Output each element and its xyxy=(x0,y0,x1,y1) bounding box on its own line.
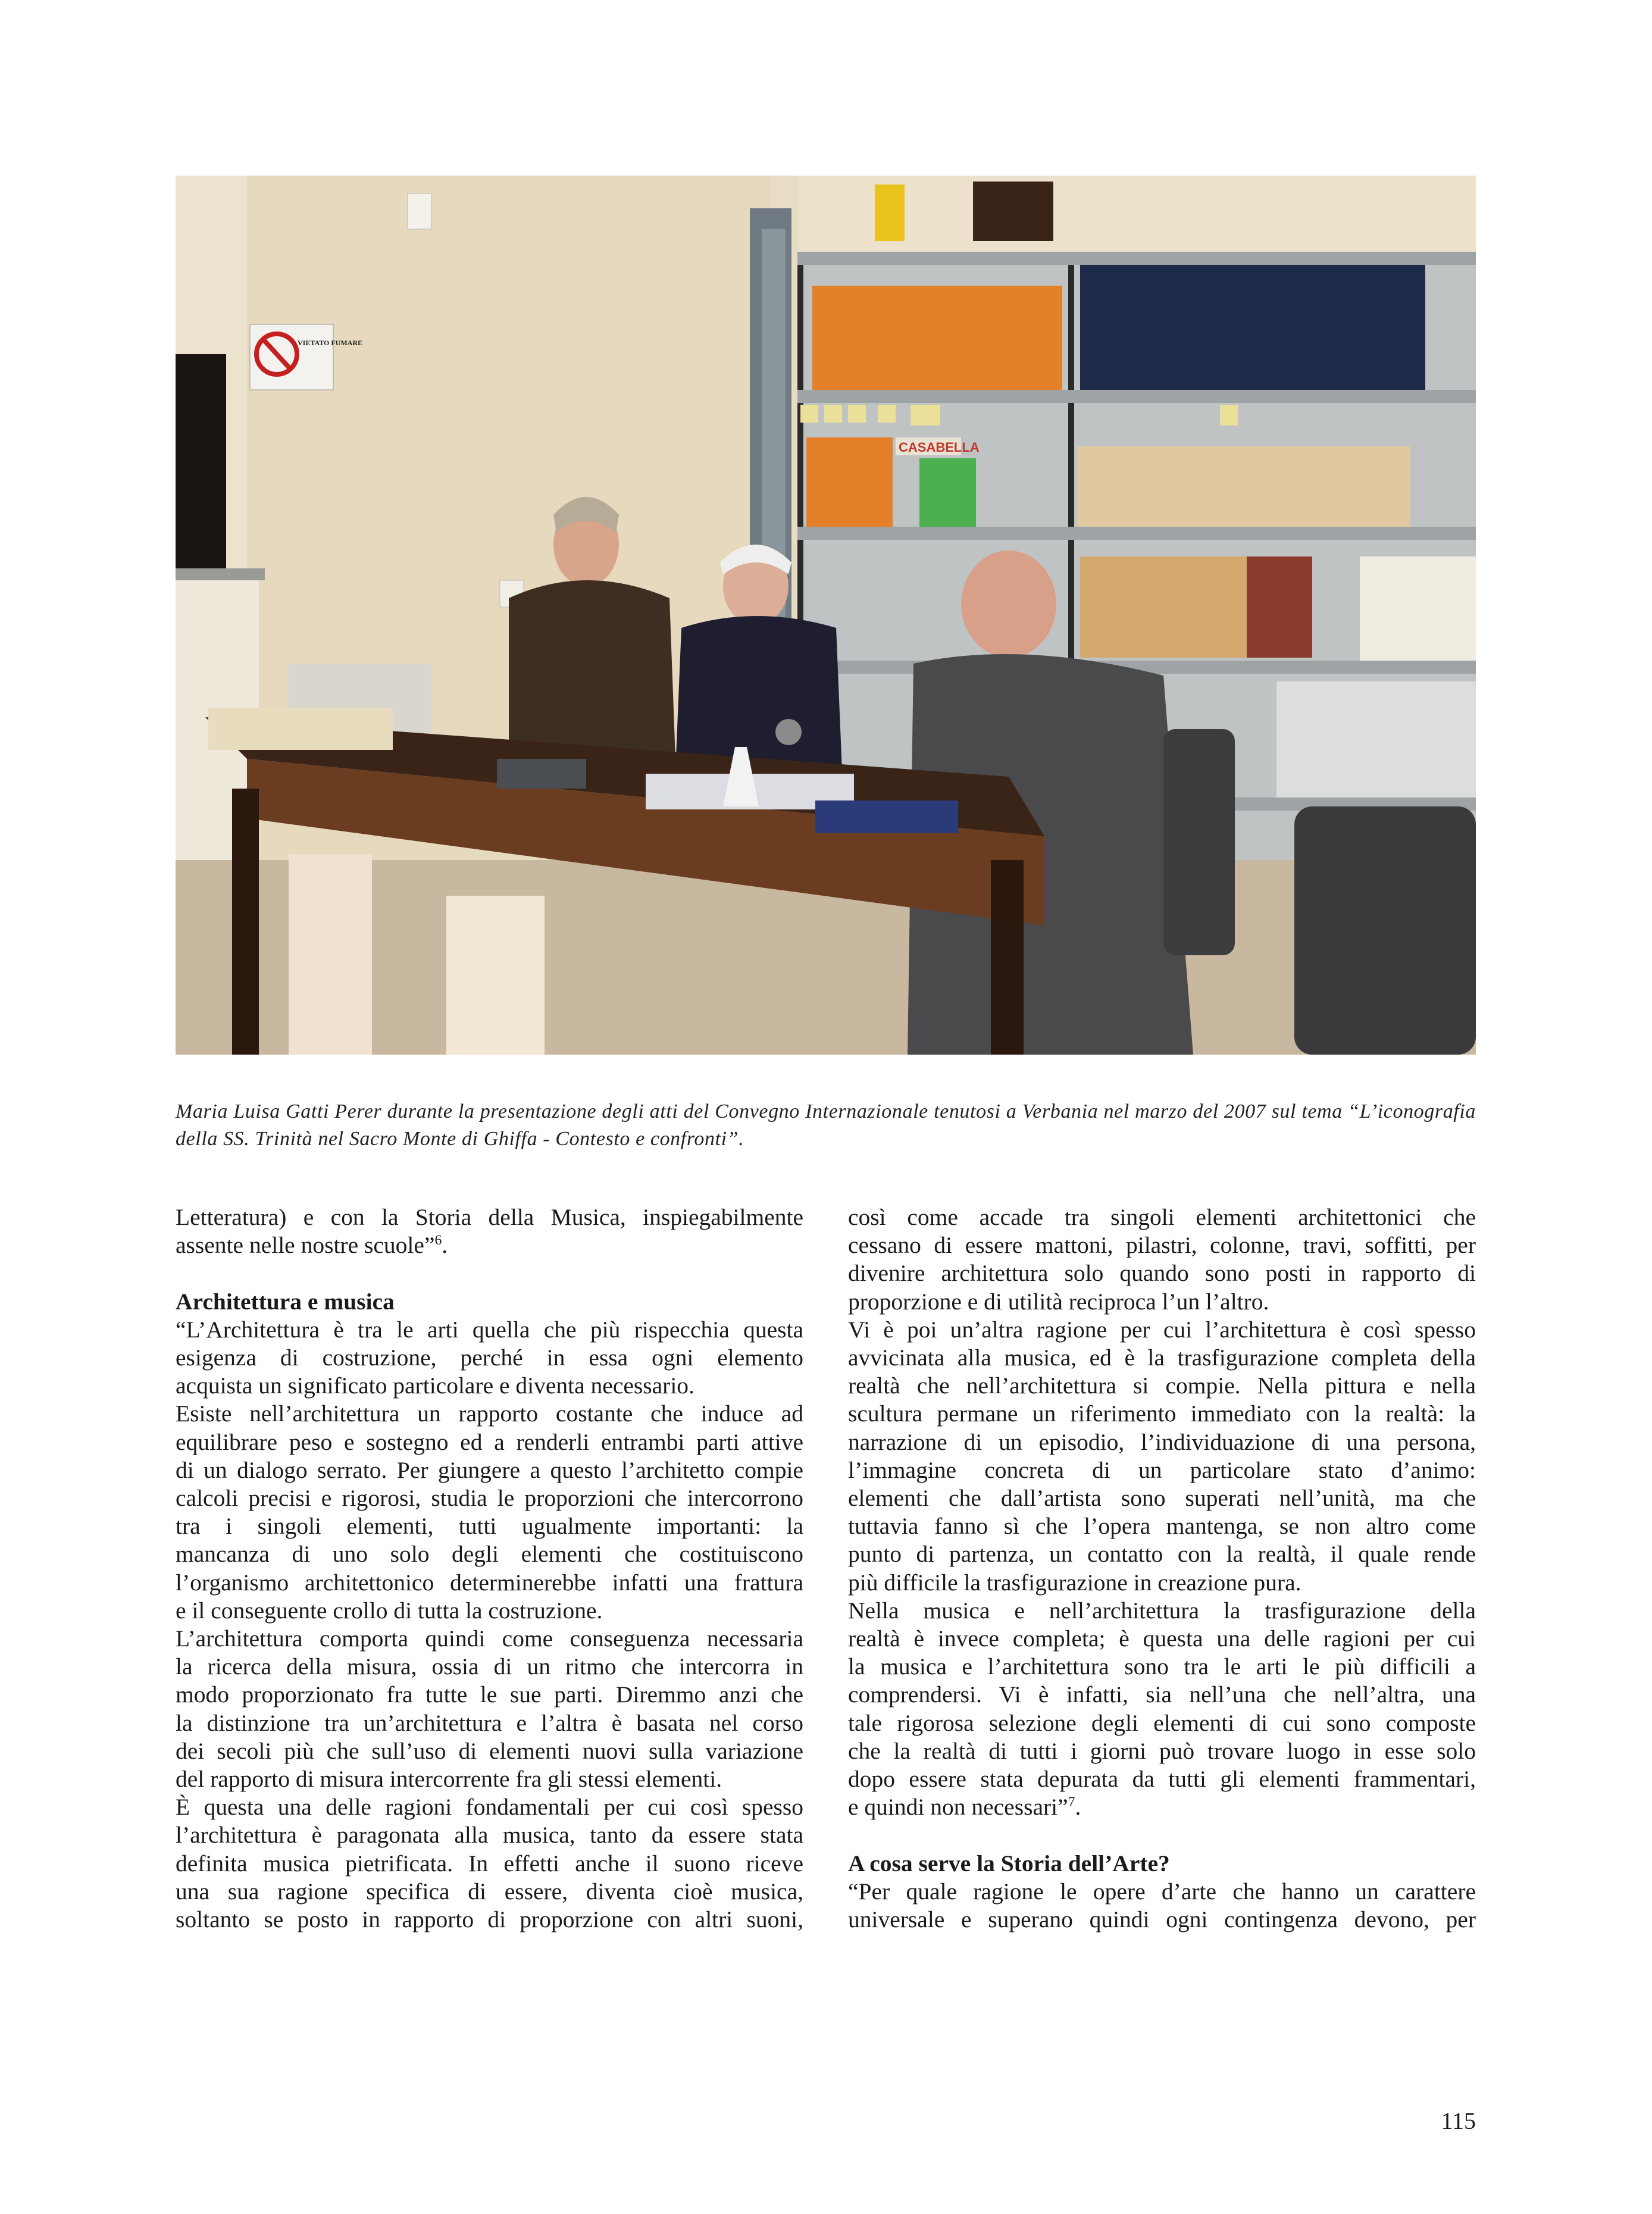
page-number: 115 xyxy=(1441,2107,1476,2134)
text-line-content: assente nelle nostre scuole” xyxy=(176,1232,435,1259)
text-line: acquista un significato particolare e diventa necessario. xyxy=(176,1372,694,1399)
paragraph xyxy=(176,1400,803,1625)
text-line xyxy=(176,1231,803,1259)
text-line: più difficile la trasfigurazione in creazione pura. xyxy=(848,1569,1301,1596)
text-line: l’organismo architettonico determinerebbe infatti una frattura xyxy=(176,1569,803,1596)
text-line: comprendersi. Vi è infatti, sia nell’una che nell’altra, una xyxy=(848,1681,1476,1708)
magazines xyxy=(1276,681,1476,800)
text-line: del rapporto di misura intercorrente fra gli stessi elementi. xyxy=(176,1766,722,1793)
text-line: una sua ragione specifica di essere, diventa cioè musica, xyxy=(176,1878,803,1905)
text-line: È questa una delle ragioni fondamentali per cui così spesso xyxy=(176,1794,803,1821)
paragraph xyxy=(848,1597,1476,1822)
punctuation: . xyxy=(1075,1794,1081,1821)
text-line: realtà che nell’architettura si compie. Nella pittura e nella xyxy=(848,1372,1476,1399)
text-line: definita musica pietrificata. In effetti anche il suono riceve xyxy=(176,1850,803,1877)
wall-lamp xyxy=(408,193,431,229)
green-books xyxy=(919,458,976,527)
shelf xyxy=(797,252,1476,265)
text-line: divenire architettura solo quando sono posti in rapporto di xyxy=(848,1260,1476,1287)
footnote-ref[interactable]: 6 xyxy=(434,1233,442,1249)
text-line: la distinzione tra un’architettura e l’altra è basata nel corso xyxy=(176,1709,803,1736)
text-line: cessano di essere mattoni, pilastri, colonne, travi, soffitti, per xyxy=(848,1232,1476,1259)
text-line: la musica e l’architettura sono tra le arti le più difficili a xyxy=(848,1653,1476,1680)
microphone-stand xyxy=(497,759,586,789)
shelf xyxy=(797,527,1476,540)
photo-illustration xyxy=(176,176,1476,1055)
text-column-left xyxy=(176,1203,803,1934)
text-line: che la realtà di tutti i giorni può trovare luogo in esse solo xyxy=(848,1737,1476,1764)
microphone xyxy=(775,719,802,745)
event-poster xyxy=(289,854,372,1055)
text-line: così come accade tra singoli elementi architettonici che xyxy=(848,1204,1476,1230)
text-line: tuttavia fanno sì che l’opera mantenga, se non altro come xyxy=(848,1513,1476,1540)
casabella-label: CASABELLA xyxy=(899,440,980,455)
text-line: “L’Architettura è tra le arti quella che più rispecchia questa xyxy=(176,1316,803,1343)
text-line: universale e superano quindi ogni contingenza devono, per xyxy=(848,1906,1476,1933)
text-line: l’immagine concreta di un particolare stato d’animo: xyxy=(848,1456,1476,1483)
paragraph xyxy=(176,1625,803,1793)
text-line: elementi che dall’artista sono superati nell’unità, ma che xyxy=(848,1485,1476,1512)
sign-text: VIETATO FUMARE xyxy=(298,339,363,347)
paragraph xyxy=(848,1878,1476,1934)
text-line: narrazione di un episodio, l’individuazione di una persona, xyxy=(848,1428,1476,1455)
orange-books xyxy=(812,286,1062,393)
text-line: mancanza di uno solo degli elementi che costituiscono xyxy=(176,1541,803,1568)
chair xyxy=(1294,806,1476,1055)
dark-panel xyxy=(176,354,226,571)
text-line: proporzione e di utilità reciproca l’un l’altro. xyxy=(848,1288,1269,1315)
text-line-content: e quindi non necessari” xyxy=(848,1794,1068,1821)
text-line: scultura permane un riferimento immediato con la realtà: la xyxy=(848,1400,1476,1427)
event-poster xyxy=(446,896,545,1055)
spacer xyxy=(848,1821,1476,1849)
text-line: modo proporzionato fra tutte le sue parti. Diremmo anzi che xyxy=(176,1681,803,1708)
text-line xyxy=(848,1793,1476,1821)
text-line: Letteratura) e con la Storia della Musica, inspiegabilmente xyxy=(176,1204,803,1230)
text-line: L’architettura comporta quindi come conseguenza necessaria xyxy=(176,1625,803,1652)
navy-books xyxy=(1080,265,1425,393)
text-column-right xyxy=(848,1203,1476,1934)
dark-books xyxy=(973,182,1053,241)
colored-books xyxy=(1247,556,1312,658)
orange-books xyxy=(806,437,893,527)
paragraph xyxy=(848,1203,1476,1316)
text-line: punto di partenza, un contatto con la realtà, il quale rende xyxy=(848,1541,1476,1568)
text-line: calcoli precisi e rigorosi, studia le proporzioni che intercorrono xyxy=(176,1485,803,1512)
section-heading-storia-arte: A cosa serve la Storia dell’Arte? xyxy=(848,1850,1170,1877)
paragraph xyxy=(848,1316,1476,1597)
section-heading-architettura: Architettura e musica xyxy=(176,1288,395,1315)
white-books xyxy=(1360,556,1476,664)
text-line: tale rigorosa selezione degli elementi di cui sono composte xyxy=(848,1709,1476,1736)
intro-paragraph xyxy=(176,1203,803,1259)
footnote-ref[interactable]: 7 xyxy=(1068,1794,1075,1810)
text-line: la ricerca della misura, ossia di un ritmo che intercorra in xyxy=(176,1653,803,1680)
text-line: dopo essere stata depurata da tutti gli elementi frammentari, xyxy=(848,1766,1476,1793)
text-line: dei secoli più che sull’uso di elementi nuovi sulla variazione xyxy=(176,1737,803,1764)
photo-caption: Maria Luisa Gatti Perer durante la presentazione degli atti del Convegno Internazionale tenutosi a Verbania nel marzo del 2007 sul tema “L’iconografia della SS. Trinità nel Sacro Monte di Ghiffa - Contesto e confronti”. xyxy=(176,1100,1476,1150)
text-line: equilibrare peso e sostegno ed a renderli entrambi parti attive xyxy=(176,1428,803,1455)
text-line: soltanto se posto in rapporto di proporzione con altri suoni, xyxy=(176,1906,803,1933)
text-line: Vi è poi un’altra ragione per cui l’architettura è così spesso xyxy=(848,1316,1476,1343)
text-line: Esiste nell’architettura un rapporto costante che induce ad xyxy=(176,1400,803,1427)
chair xyxy=(1163,729,1235,955)
text-line: avvicinata alla musica, ed è la trasfigurazione completa della xyxy=(848,1344,1476,1371)
blue-book xyxy=(815,800,958,833)
window-sill xyxy=(176,568,265,580)
paragraph xyxy=(176,1316,803,1400)
text-line: e il conseguente crollo di tutta la costruzione. xyxy=(176,1597,603,1624)
spacer xyxy=(176,1259,803,1287)
paragraph xyxy=(176,1793,803,1934)
text-line: tra i singoli elementi, tutti ugualmente importanti: la xyxy=(176,1513,803,1540)
beige-books xyxy=(1077,446,1410,527)
shelf xyxy=(797,390,1476,403)
punctuation: . xyxy=(442,1232,448,1259)
yellow-books xyxy=(875,185,905,241)
text-line: esigenza di costruzione, perché in essa ogni elemento xyxy=(176,1344,803,1371)
stack-of-booklets xyxy=(208,708,393,750)
text-line: di un dialogo serrato. Per giungere a questo l’architetto compie xyxy=(176,1456,803,1483)
event-photo xyxy=(176,176,1476,1055)
text-line: realtà è invece completa; è questa una delle ragioni per cui xyxy=(848,1625,1476,1652)
text-line: “Per quale ragione le opere d’arte che hanno un carattere xyxy=(848,1878,1476,1905)
text-line: Nella musica e nell’architettura la trasfigurazione della xyxy=(848,1597,1476,1624)
tan-books xyxy=(1080,556,1247,658)
text-line: l’architettura è paragonata alla musica, tanto da essere stata xyxy=(176,1822,803,1849)
